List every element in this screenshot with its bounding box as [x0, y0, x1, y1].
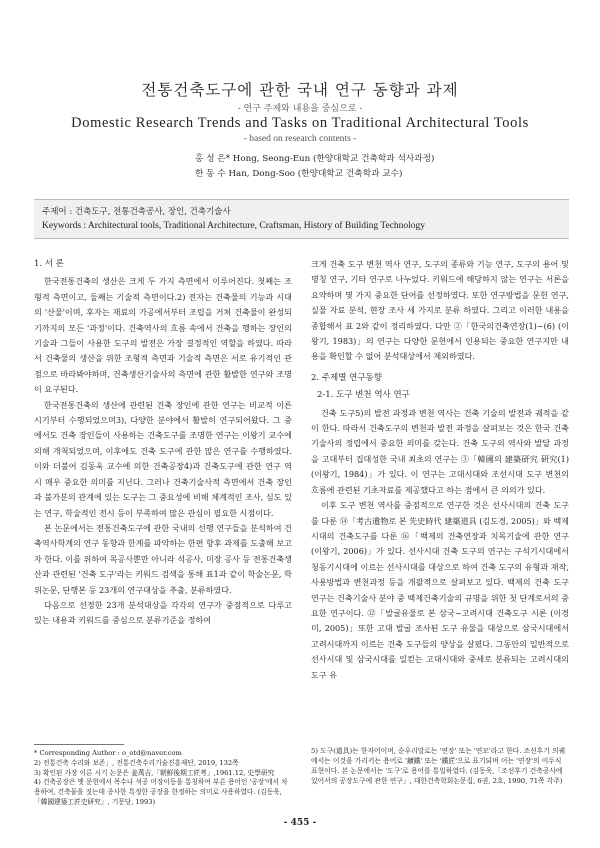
body-paragraph: 크게 건축 도구 변천 역사 연구, 도구의 종류와 기능 연구, 도구의 용어 및 명칭 연구, 기타 연구로 나누었다. 키워드에 해당하지 않는 연구는 서론을 요약하며 몇 가지 중요한 단어를 선정하였다. 또한 연구방법을 문헌 연구, 실물 자료 분석, 현장 조사 세 가지로 분류 하였다. 그리고 이러한 내용을 종합해서 표 2와 같이 정리하였다. 다만 ②「한국의건축연장(1)~(6) (이왕기, 1983)」의 연구는 다양한 문헌에서 인용되는 중요한 연구지만 내용을 확인할 수 없어 분석대상에서 제외하였다.	[311, 259, 569, 362]
author-list	[195, 152, 434, 182]
page-number: - 455 -	[283, 818, 317, 828]
paper-title-ko: 전통건축도구에 관한 국내 연구 동향과 과제	[141, 81, 459, 99]
left-column	[34, 257, 292, 629]
body-paragraph: 다음으로 선정한 23개 분석대상을 각각의 연구가 중점적으로 다루고 있는 내용과 키워드를 중심으로 분류기준을 정하여	[34, 599, 292, 626]
right-column	[311, 257, 569, 683]
section-2-1-heading: 2-1. 도구 변천 역사 연구	[317, 390, 410, 401]
body-paragraph: 이후 도구 변천 역사를 중점적으로 연구한 것은 선사시대의 건축 도구를 다룬 ⑭「考古遺物로 본 先史時代 建築道具 (김도경, 2005)」와 백제시대의 건축도구를 다룬 ⑯「백제의 건축연장과 치목기술에 관한 연구 (이왕기, 2006)」가 있다. 선사시대 건축 도구의 연구는 구석기시대에서 청동기시대에 이르는 선사시대를 대상으로 하여 건축 도구의 유형과 재작, 사용방법과 변천과정 등을 개괄적으로 살펴보고 있다. 백제의 건축 도구 연구는 건축기술사 분야 중 백제건축기술의 규명을 위한 첫 단계로서의 중요한 연구이다. ⑫「발굴유물로 본 삼국~고려시대 건축도구 시론 (이경미, 2005)」또한 고대 발굴 조사된 도구 유물을 대상으로 삼국시대에서 고려시대까지 이르는 건축 도구들의 양상을 살폈다. 그동안의 일반적으로 선사시대 및 삼국시대를 일컫는 고대시대와 중세로 분류되는 고려시대의 도구 유	[311, 500, 569, 680]
footnote: 3) 확인된 가장 이른 시기 논문은 姜萬吉,「朝鮮後期工匠考」,1961.12, 史學研究	[34, 768, 275, 777]
footnote: 4) 건축공장은 옛 문헌에서 목수나 석공 미장이등을 통칭하여 부른 용어인 '공장'에서 차용하여, 건축물을 짓는데 종사한 특정한 공장을 한정하는 의미로 사용하였다. (김동욱,「韓國建築工匠史研究」, 기문당, 1993)	[34, 778, 288, 806]
body-paragraph: 건축 도구5)의 발전 과정과 변천 역사는 건축 기술의 발전과 궤적을 같이 한다. 따라서 건축도구의 변천과 발전 과정을 살펴보는 것은 한국 건축기술사의 정립에서 중요한 의미를 갖는다. 건축 도구의 역사와 발달 과정을 고대부터 집대성한 국내 최초의 연구는 ③「韓國의 建築研究 硏究(1) (이왕기, 1984)」가 있다. 이 연구는 고대시대와 조선시대 도구 변천의 흐름에 관련된 기초자료를 제공했다고 하는 점에서 큰 의의가 있다.	[311, 407, 569, 495]
author-hong: 홍 성 은* Hong, Seong-Eun (한양대학교 건축학과 석사과정)	[195, 154, 435, 164]
paper-subtitle-en: - based on research contents -	[243, 134, 357, 144]
footnote: * Corresponding Author : o_otd@naver.com	[34, 749, 182, 757]
body-paragraph: 본 논문에서는 전통건축도구에 관한 국내의 선행 연구들을 분석하여 건축역사학계의 연구 동향과 한계를 파악하는 한편 향후 과제를 도출해 보고자 한다. 이를 위하여 목공사뿐만 아니라 석공사, 미장 공사 등 전통건축생산과 관련된 '건축 도구'라는 키워드 검색을 통해 표1과 같이 학술논문, 학위논문, 단행본 등 23개의 연구대상을 추출, 분류하였다.	[34, 522, 292, 595]
footnote: 5) 도구(道具)는 한자어이며, 순우리말로는 '연장' 또는 '연모'라고 한다. 조선후기 의궤에서는 이것을 가리키는 용어로 '鑛鐵' 또는 '鐵匠'으로 표기되며 이는 '연장'의 이두식 표현이다. 본 논문에서는 '도구'로 용어를 통일하였다. (김동욱,「조선후기 건축공사에 있어서의 공장도구에 관한 연구」, 대한건축학회논문집, 6권, 2호, 1990, 71쪽 각주)	[311, 747, 566, 785]
footnotes-right	[311, 746, 569, 786]
keywords-en: Keywords : Architectural tools, Traditional Architecture, Craftsman, History of Building Technology	[42, 221, 426, 231]
author-han: 한 동 수 Han, Dong-Soo (한양대학교 건축학과 교수)	[195, 169, 403, 179]
body-paragraph: 한국전통건축의 생산은 크게 두 가지 측면에서 이루어진다. 첫째는 조형적 측면이고, 둘째는 기술적 측면이다.2) 전자는 건축물의 기능과 시대의 '산물'이며, 후자는 재료의 가공에서부터 조립을 거쳐 건축물이 완성되기까지의 모든 '과정'이다. 건축역사의 흐름 속에서 건축을 행하는 장인의 기술과 그들이 사용한 도구의 발전은 가장 결정적인 역할을 하였다. 따라서 건축물의 생산을 위한 조형적 측면과 기술적 측면은 서로 유기적인 관점으로 바라봐야하며, 건축생산기술사의 측면에 관한 활발한 연구와 조명이 요구된다.	[34, 276, 292, 395]
section-1-heading: 1. 서 론	[34, 259, 64, 269]
paper-title-en: Domestic Research Trends and Tasks on Traditional Architectural Tools	[71, 115, 529, 131]
footnote: 2) 전통건축 수리와 보존」, 전통건축수리기술진흥재단, 2019, 132쪽	[34, 758, 239, 767]
footnote-divider	[34, 744, 124, 745]
keywords-ko: 주제어 : 건축도구, 전통건축공사, 장인, 건축기술사	[42, 207, 231, 217]
body-paragraph: 한국전통건축의 생산에 관련된 건축 장인에 관한 연구는 비교적 이른 시기부터 수행되었으며3), 다양한 분야에서 활발히 연구되어왔다. 그 중에서도 건축 장인들이 사용하는 건축도구를 조명한 연구는 이왕기 교수에 의해 개척되었으며, 이후에도 건축 도구에 관한 많은 연구를 수행하였다. 이와 더불어 김동욱 교수에 의한 건축공장4)과 건축도구에 관한 연구 역시 매우 중요한 의미를 지닌다. 그러나 건축기술사적 측면에서 건축 장인과 불가분의 관계에 있는 도구는 그 중요성에 비해 체계적인 조사, 심도 있는 연구, 학술적인 전시 등이 부족하여 많은 관심이 필요한 시점이다.	[34, 399, 292, 518]
section-2-heading: 2. 주제별 연구동향	[311, 372, 382, 383]
footnotes-left	[34, 744, 292, 808]
keyword-box	[34, 199, 569, 239]
paper-subtitle-ko: - 연구 주제와 내용을 중심으로 -	[237, 104, 363, 114]
